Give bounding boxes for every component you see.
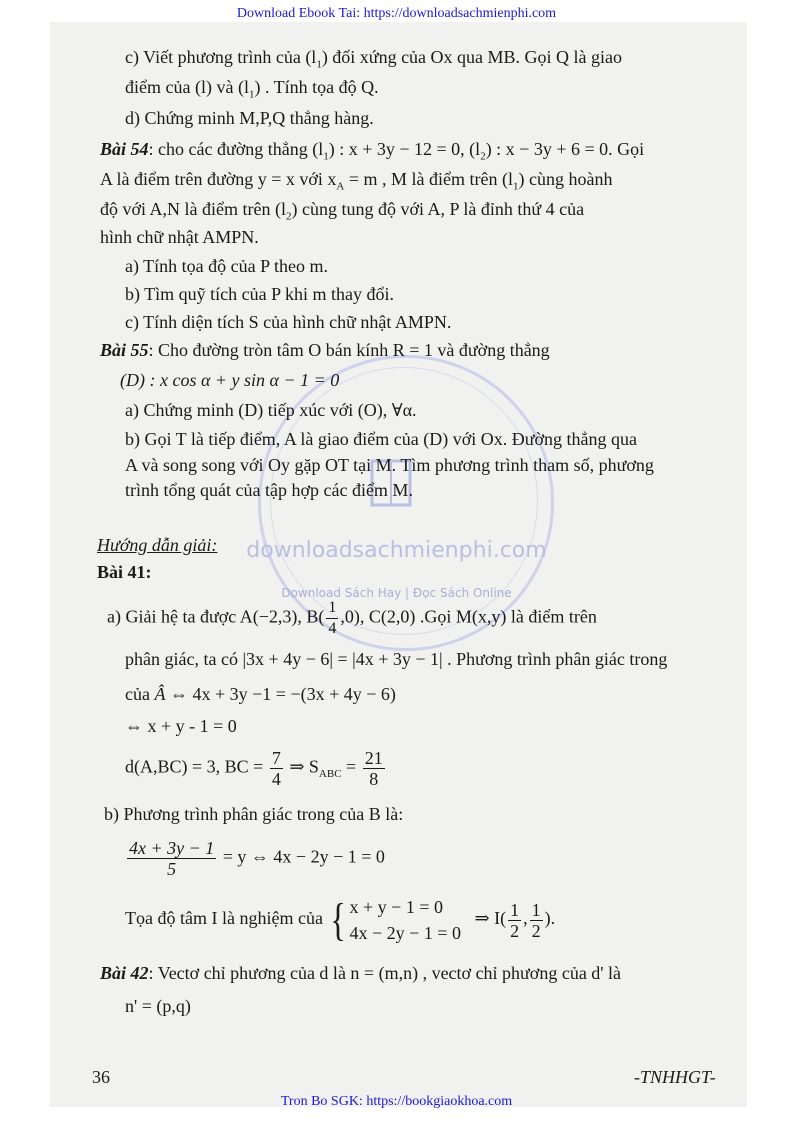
- problem-line: b) Gọi T là tiếp điểm, A là giao điểm của (D) với Ox. Đường thẳng qua: [125, 429, 638, 449]
- solution-line: Tọa độ tâm I là nghiệm của { x + y − 1 = 0 4x − 2y − 1 = 0 ⇒ I( $\frac{1}{2}$ , $\frac{1}{2}$ ).: [125, 894, 556, 945]
- publisher-mark: -TNHHGT-: [634, 1067, 716, 1087]
- solution-line: n' = (p,q): [125, 996, 191, 1016]
- problem-line: trình tổng quát của tập hợp các điểm M.: [125, 480, 413, 500]
- problem-55-heading: Bài 55: Cho đường tròn tâm O bán kính R = 1 và đường thẳng: [100, 340, 550, 360]
- solution-line: d(A,BC) = 3, BC = $\frac{7}{4}$ ⇒ $S_{ABC}$ = $\frac{21}{8}$: [125, 748, 383, 789]
- problem-line: a) Tính tọa độ của P theo m.: [125, 256, 328, 276]
- problem-line: A là điểm trên đường y = x với $x_A = m$ , M là điểm trên $(l_1)$ cùng hoành: [100, 169, 613, 193]
- solutions-heading: Hướng dẫn giải:: [97, 535, 218, 555]
- solution-line: $\frac{4x + 3y - 1}{5}$ = y ⇔ 4x − 2y − 1 = 0: [129, 838, 385, 879]
- problem-line: độ với A,N là điểm trên $(l_2)$ cùng tung độ với A, P là đỉnh thứ 4 của: [100, 199, 585, 223]
- problem-line: d) Chứng minh M,P,Q thẳng hàng.: [125, 108, 374, 128]
- problem-line: hình chữ nhật AMPN.: [100, 227, 259, 247]
- problem-line: (D) : x cos α + y sin α − 1 = 0: [120, 370, 340, 390]
- header-download-link[interactable]: Download Ebook Tai: https://downloadsachmienphi.com: [236, 6, 557, 21]
- solution-line: a) Giải hệ ta được A(−2,3), B( $\frac{1}{4}$ ,0), C(2,0) .Gọi M(x,y) là điểm trên: [107, 599, 597, 637]
- page-number: 36: [92, 1067, 110, 1087]
- system-brace: {: [330, 894, 347, 945]
- solution-42-heading: Bài 42: Vectơ chỉ phương của d là n = (m,n) , vectơ chỉ phương của d' là: [100, 963, 622, 983]
- solution-line: phân giác, ta có |3x + 4y − 6| = |4x + 3y − 1| . Phương trình phân giác trong: [125, 649, 668, 669]
- problem-line: a) Chứng minh (D) tiếp xúc với (O), ∀α.: [125, 400, 417, 420]
- footer-sgk-link[interactable]: Tron Bo SGK: https://bookgiaokhoa.com: [280, 1094, 513, 1109]
- problem-54-heading: Bài 54: cho các đường thẳng $(l_1)$ : x + 3y − 12 = 0, $(l_2)$ : x − 3y + 6 = 0. Gọi: [100, 139, 645, 163]
- solution-41-heading: Bài 41:: [97, 562, 152, 582]
- problem-line: c) Tính diện tích S của hình chữ nhật AMPN.: [125, 312, 452, 332]
- problem-line: điểm của (l) và $(l_1)$ . Tính tọa độ Q.: [125, 77, 379, 101]
- problem-line: A và song song với Oy gặp OT tại M. Tìm phương trình tham số, phương: [125, 455, 654, 475]
- watermark-site: downloadsachmienphi.com: [246, 538, 547, 563]
- watermark-tagline: Download Sách Hay | Đọc Sách Online: [281, 586, 512, 600]
- problem-line: b) Tìm quỹ tích của P khi m thay đổi.: [125, 284, 394, 304]
- solution-line: ⇔ x + y - 1 = 0: [125, 716, 237, 736]
- solution-line: b) Phương trình phân giác trong của B là:: [104, 804, 404, 824]
- solution-line: của Â ⇔ 4x + 3y −1 = −(3x + 4y − 6): [125, 684, 396, 704]
- problem-line: c) Viết phương trình của $(l_1)$ đối xứng của Ox qua MB. Gọi Q là giao: [125, 47, 623, 71]
